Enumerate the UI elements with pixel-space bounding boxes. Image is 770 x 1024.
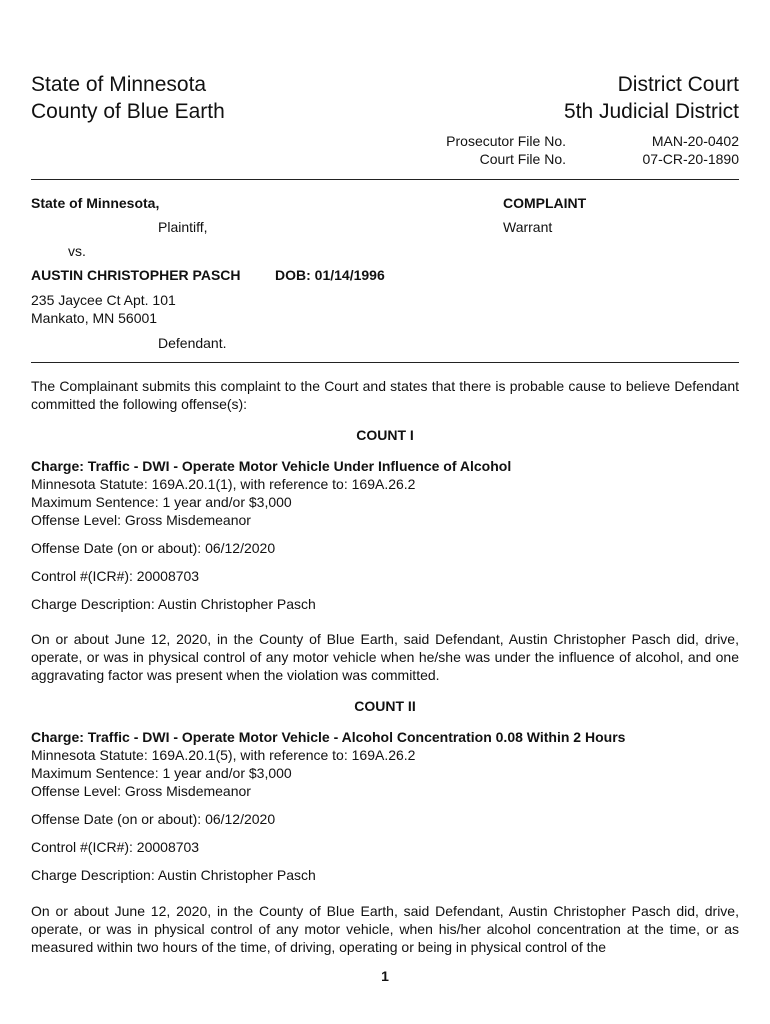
count-charge-description: Charge Description: Austin Christopher Pasch (31, 596, 316, 612)
count-statute: Minnesota Statute: 169A.20.1(5), with reference to: 169A.26.2 (31, 747, 416, 763)
count-statute: Minnesota Statute: 169A.20.1(1), with reference to: 169A.26.2 (31, 476, 416, 492)
count-title: COUNT I (356, 427, 414, 443)
parties-divider (31, 362, 739, 363)
count-max-sentence: Maximum Sentence: 1 year and/or $3,000 (31, 494, 292, 510)
plaintiff-name: State of Minnesota, (31, 195, 160, 211)
county-heading: County of Blue Earth (31, 100, 225, 123)
count-narrative: On or about June 12, 2020, in the County of Blue Earth, said Defendant, Austin Christopher Pasch did, drive, operate, or was in physical control of any motor vehicle when he/she was under the influence of alcohol, and one aggravating factor was present when the violation was committed. (31, 631, 739, 683)
page-number: 1 (381, 968, 389, 984)
count-control-number: Control #(ICR#): 20008703 (31, 839, 200, 855)
count-max-sentence: Maximum Sentence: 1 year and/or $3,000 (31, 765, 292, 781)
count-charge: Charge: Traffic - DWI - Operate Motor Vehicle - Alcohol Concentration 0.08 Within 2 Hours (31, 729, 626, 745)
court-file-number: 07-CR-20-1890 (642, 151, 739, 167)
defendant-role: Defendant. (158, 335, 227, 351)
district-heading: 5th Judicial District (563, 100, 739, 123)
header-divider (31, 179, 739, 180)
defendant-name: AUSTIN CHRISTOPHER PASCH (31, 267, 241, 283)
court-heading: District Court (617, 73, 739, 96)
count-offense-date: Offense Date (on or about): 06/12/2020 (31, 811, 276, 827)
count-offense-level: Offense Level: Gross Misdemeanor (31, 512, 251, 528)
count-charge: Charge: Traffic - DWI - Operate Motor Vehicle Under Influence of Alcohol (31, 458, 512, 474)
complaint-type: Warrant (503, 219, 553, 235)
defendant-address-line2: Mankato, MN 56001 (31, 310, 158, 326)
prosecutor-file-number: MAN-20-0402 (651, 133, 739, 149)
court-file-label: Court File No. (479, 151, 566, 167)
defendant-address-line1: 235 Jaycee Ct Apt. 101 (31, 292, 176, 308)
count-title: COUNT II (354, 698, 416, 714)
complaint-title: COMPLAINT (503, 195, 587, 211)
count-narrative: On or about June 12, 2020, in the County of Blue Earth, said Defendant, Austin Christopher Pasch did, drive, operate, or was in physical control of any motor vehicle, when his/her alcohol concentration at the time, or as measured within two hours of the time, of driving, operating or being in physical control of the (31, 903, 739, 955)
count-offense-level: Offense Level: Gross Misdemeanor (31, 783, 251, 799)
plaintiff-role: Plaintiff, (158, 219, 208, 235)
state-heading: State of Minnesota (31, 73, 207, 96)
count-charge-description: Charge Description: Austin Christopher Pasch (31, 867, 316, 883)
count-control-number: Control #(ICR#): 20008703 (31, 568, 200, 584)
count-offense-date: Offense Date (on or about): 06/12/2020 (31, 540, 276, 556)
versus-label: vs. (68, 243, 86, 259)
defendant-dob: DOB: 01/14/1996 (275, 267, 385, 283)
prosecutor-file-label: Prosecutor File No. (446, 133, 566, 149)
intro-paragraph: The Complainant submits this complaint to the Court and states that there is probable cause to believe Defendant committed the following offense(s): (31, 378, 739, 412)
